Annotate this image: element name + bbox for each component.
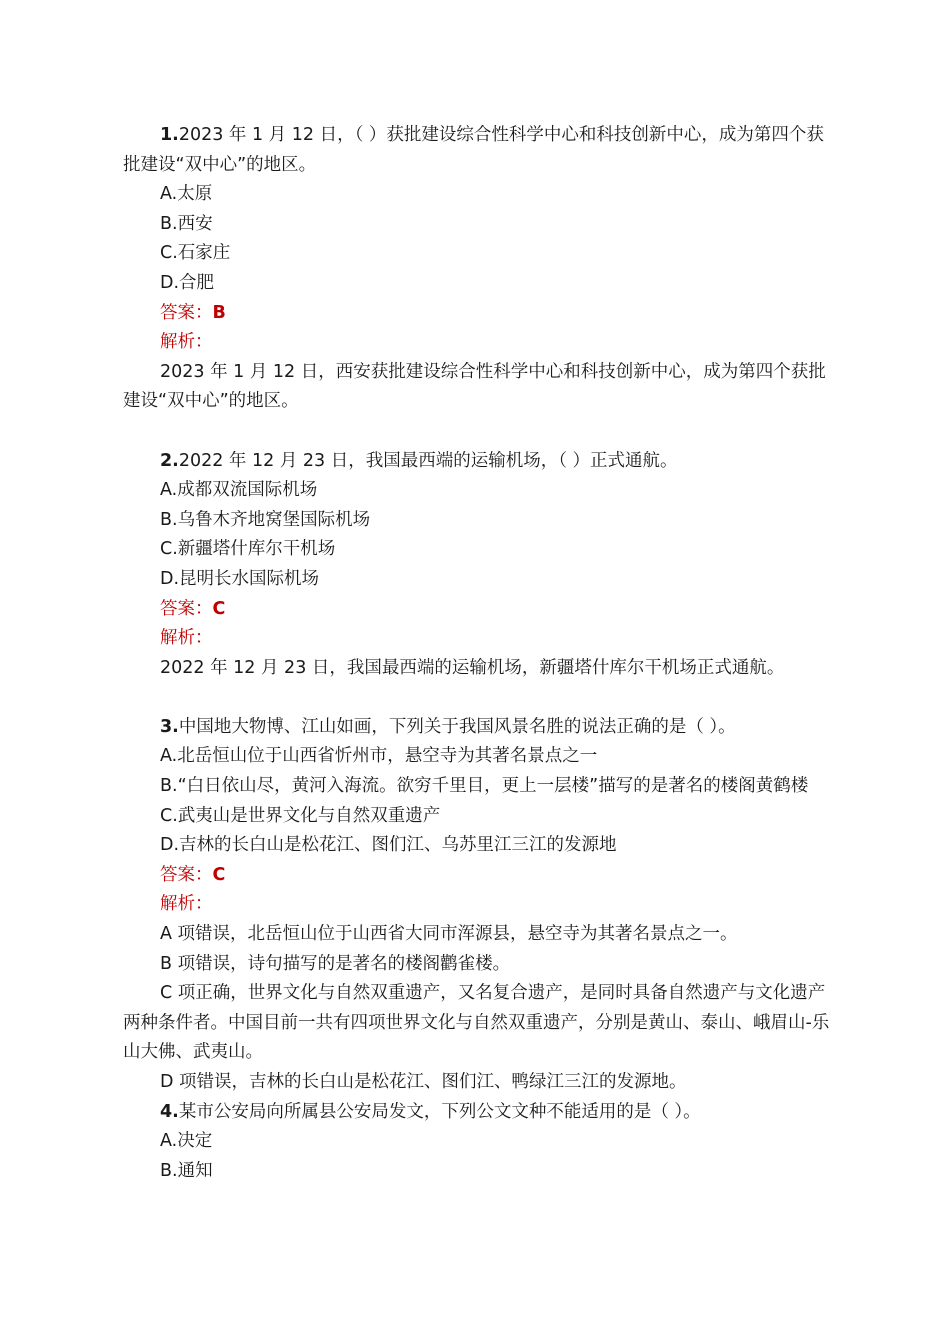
option-b: B.通知 — [160, 1160, 213, 1181]
analysis-label: 解析： — [160, 332, 213, 353]
answer-value: C — [212, 864, 226, 885]
analysis-text-c: C 项正确，世界文化与自然双重遗产，又名复合遗产，是同时具备自然遗产与文化遗产两种条件者。中国目前一共有四项世界文化与自然双重遗产，分别是黄山、泰山、峨眉山-乐山大佛、武夷山。 — [123, 983, 830, 1063]
question-2 — [123, 447, 839, 684]
answer-value: C — [212, 598, 226, 619]
option-a: A.北岳恒山位于山西省忻州市，悬空寺为其著名景点之一 — [160, 746, 598, 767]
analysis-text-d: D 项错误，吉林的长白山是松花江、图们江、鸭绿江三江的发源地。 — [160, 1072, 687, 1092]
option-a: A.太原 — [160, 184, 213, 205]
answer-line — [123, 861, 839, 891]
answer-label: 答案： — [160, 302, 213, 323]
question-stem — [123, 121, 839, 180]
answer-value: B — [212, 302, 226, 323]
option-c: C.石家庄 — [160, 243, 231, 264]
option-d: D.昆明长水国际机场 — [160, 568, 320, 589]
question-stem — [123, 1098, 839, 1128]
option-b: B.西安 — [160, 213, 213, 234]
answer-label: 答案： — [160, 864, 213, 885]
question-stem — [123, 447, 839, 477]
question-3 — [123, 713, 839, 1098]
analysis-label: 解析： — [160, 628, 213, 649]
question-number: 4. — [160, 1101, 179, 1122]
analysis-text: 2023 年 1 月 12 日，西安获批建设综合性科学中心和科技创新中心，成为第四个获批建设“双中心”的地区。 — [123, 361, 826, 412]
question-number: 1. — [160, 125, 179, 145]
spacer — [123, 417, 839, 447]
question-1 — [123, 121, 839, 417]
question-4 — [123, 1098, 839, 1187]
question-text: 2023 年 1 月 12 日，（ ）获批建设综合性科学中心和科技创新中心，成为第四个获批建设“双中心”的地区。 — [123, 125, 824, 175]
option-b: B.乌鲁木齐地窝堡国际机场 — [160, 509, 371, 530]
option-b: B.“白日依山尽，黄河入海流。欲穷千里目，更上一层楼”描写的是著名的楼阁黄鹤楼 — [160, 776, 809, 797]
question-text: 中国地大物博、江山如画，下列关于我国风景名胜的说法正确的是（ ）。 — [178, 716, 736, 737]
spacer — [123, 683, 839, 713]
analysis-text-b: B 项错误，诗句描写的是著名的楼阁鹳雀楼。 — [160, 953, 511, 974]
question-stem — [123, 713, 839, 743]
option-d: D.合肥 — [160, 272, 215, 293]
analysis-text: 2022 年 12 月 23 日，我国最西端的运输机场，新疆塔什库尔干机场正式通航。 — [160, 657, 785, 678]
answer-line — [123, 595, 839, 625]
option-c: C.新疆塔什库尔干机场 — [160, 539, 336, 560]
option-c: C.武夷山是世界文化与自然双重遗产 — [160, 805, 441, 826]
answer-line — [123, 299, 839, 329]
analysis-label: 解析： — [160, 894, 213, 915]
analysis-text-a: A 项错误，北岳恒山位于山西省大同市浑源县，悬空寺为其著名景点之一。 — [160, 924, 738, 945]
option-d: D.吉林的长白山是松花江、图们江、乌苏里江三江的发源地 — [160, 835, 617, 856]
document-page — [123, 121, 839, 1186]
answer-label: 答案： — [160, 598, 213, 619]
question-text: 2022 年 12 月 23 日，我国最西端的运输机场，（ ）正式通航。 — [178, 450, 678, 471]
question-number: 2. — [160, 450, 179, 471]
option-a: A.成都双流国际机场 — [160, 480, 318, 501]
question-text: 某市公安局向所属县公安局发文，下列公文文种不能适用的是（ ）。 — [178, 1101, 701, 1122]
question-number: 3. — [160, 716, 179, 737]
option-a: A.决定 — [160, 1131, 213, 1152]
